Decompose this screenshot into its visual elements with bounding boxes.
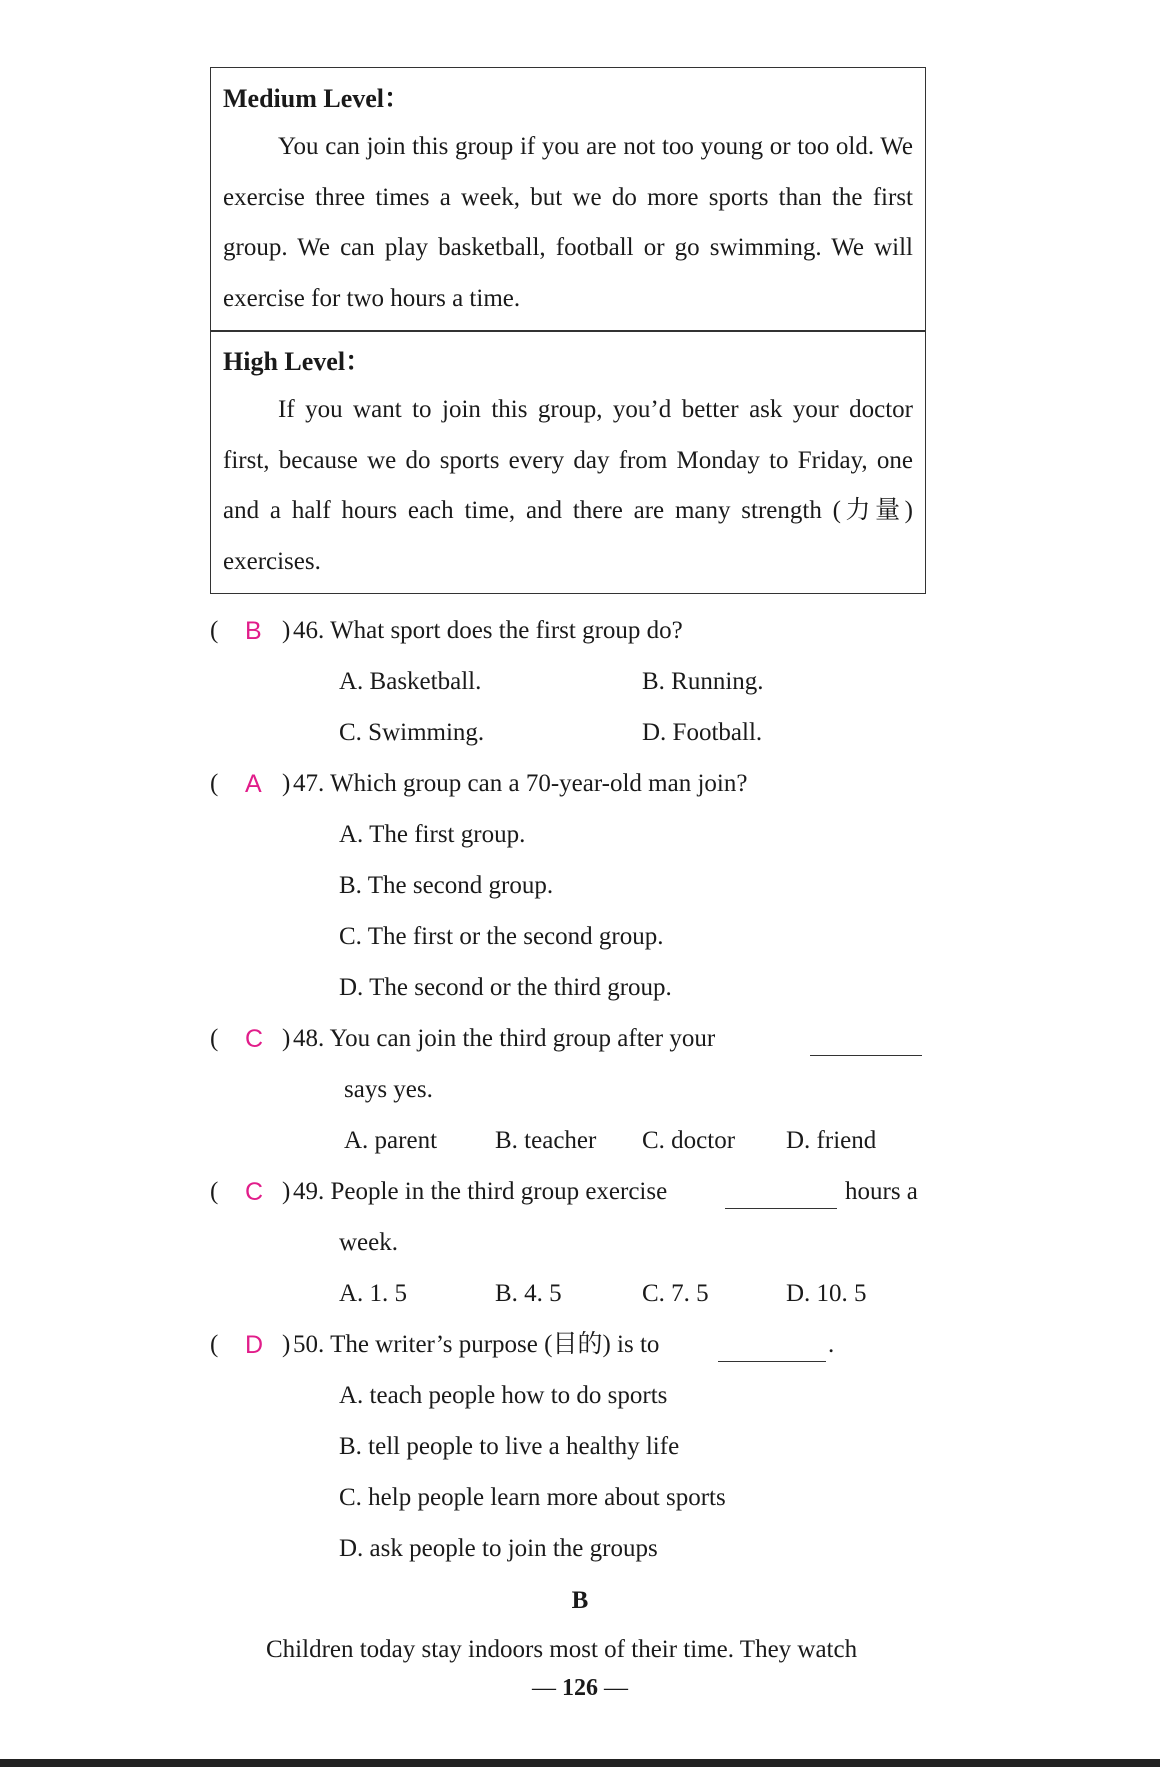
question-46-option-a: A. Basketball.	[339, 668, 482, 695]
answer-paren-open: (	[210, 1178, 219, 1205]
question-47-option-d: D. The second or the third group.	[339, 974, 672, 1001]
question-49-text-mid: hours a	[845, 1178, 918, 1205]
answer-paren-open: (	[210, 1025, 219, 1052]
question-48-option-a: A. parent	[344, 1127, 438, 1154]
question-48-continuation: says yes.	[344, 1076, 433, 1103]
answer-46: B	[245, 617, 262, 645]
answer-blank-50	[718, 1339, 826, 1362]
answer-paren-close: )	[282, 770, 291, 797]
answer-paren-close: )	[282, 1331, 291, 1358]
question-47-option-b: B. The second group.	[339, 872, 554, 899]
question-49-option-c: C. 7. 5	[642, 1280, 709, 1307]
question-46-option-d: D. Football.	[642, 719, 763, 746]
answer-50: D	[245, 1331, 264, 1359]
question-50-option-a: A. teach people how to do sports	[339, 1382, 668, 1409]
answer-47: A	[245, 770, 262, 798]
question-50-option-c: C. help people learn more about sports	[339, 1484, 726, 1511]
page-number: — 126 —	[532, 1675, 628, 1701]
bottom-edge-bar	[0, 1759, 1160, 1767]
question-46-text: 46. What sport does the first group do?	[293, 617, 683, 644]
high-level-box	[210, 330, 926, 594]
question-50-text: 50. The writer’s purpose (目的) is to	[293, 1331, 660, 1358]
medium-level-heading: Medium Level：	[223, 84, 411, 113]
answer-49: C	[245, 1178, 264, 1206]
question-49-option-b: B. 4. 5	[495, 1280, 562, 1307]
answer-paren-close: )	[282, 617, 291, 644]
question-50-option-b: B. tell people to live a healthy life	[339, 1433, 680, 1460]
answer-paren-open: (	[210, 1331, 219, 1358]
question-47-option-c: C. The first or the second group.	[339, 923, 664, 950]
question-48-text: 48. You can join the third group after your	[293, 1025, 716, 1052]
high-level-text: If you want to join this group, you’d better ask your doctor first, because we do sports every day from Monday to Friday, one and a half hours each time, and there are many strength (力量) exercises.	[223, 396, 913, 575]
answer-paren-close: )	[282, 1178, 291, 1205]
high-level-heading: High Level：	[223, 347, 372, 376]
answer-48: C	[245, 1025, 264, 1053]
answer-paren-close: )	[282, 1025, 291, 1052]
question-48-option-c: C. doctor	[642, 1127, 736, 1154]
question-47-text: 47. Which group can a 70-year-old man join?	[293, 770, 748, 797]
question-49-text: 49. People in the third group exercise	[293, 1178, 668, 1205]
question-49-option-a: A. 1. 5	[339, 1280, 408, 1307]
answer-blank-49	[725, 1186, 837, 1209]
question-49-continuation: week.	[339, 1229, 398, 1256]
section-b-heading: B	[571, 1587, 589, 1614]
question-46-option-c: C. Swimming.	[339, 719, 485, 746]
question-48-option-d: D. friend	[786, 1127, 877, 1154]
medium-level-text: You can join this group if you are not too young or too old. We exercise three times a week, but we do more sports than the first group. We can play basketball, football or go swimming. We will exercise for two hours a time.	[223, 133, 913, 312]
question-50-end: .	[828, 1331, 835, 1358]
medium-level-box	[210, 67, 926, 332]
answer-paren-open: (	[210, 770, 219, 797]
question-48-option-b: B. teacher	[495, 1127, 597, 1154]
section-b-passage: Children today stay indoors most of their time. They watch	[266, 1636, 858, 1663]
question-47-option-a: A. The first group.	[339, 821, 526, 848]
answer-blank-48	[810, 1033, 922, 1056]
question-50-option-d: D. ask people to join the groups	[339, 1535, 658, 1562]
answer-paren-open: (	[210, 617, 219, 644]
question-46-option-b: B. Running.	[642, 668, 764, 695]
question-49-option-d: D. 10. 5	[786, 1280, 867, 1307]
